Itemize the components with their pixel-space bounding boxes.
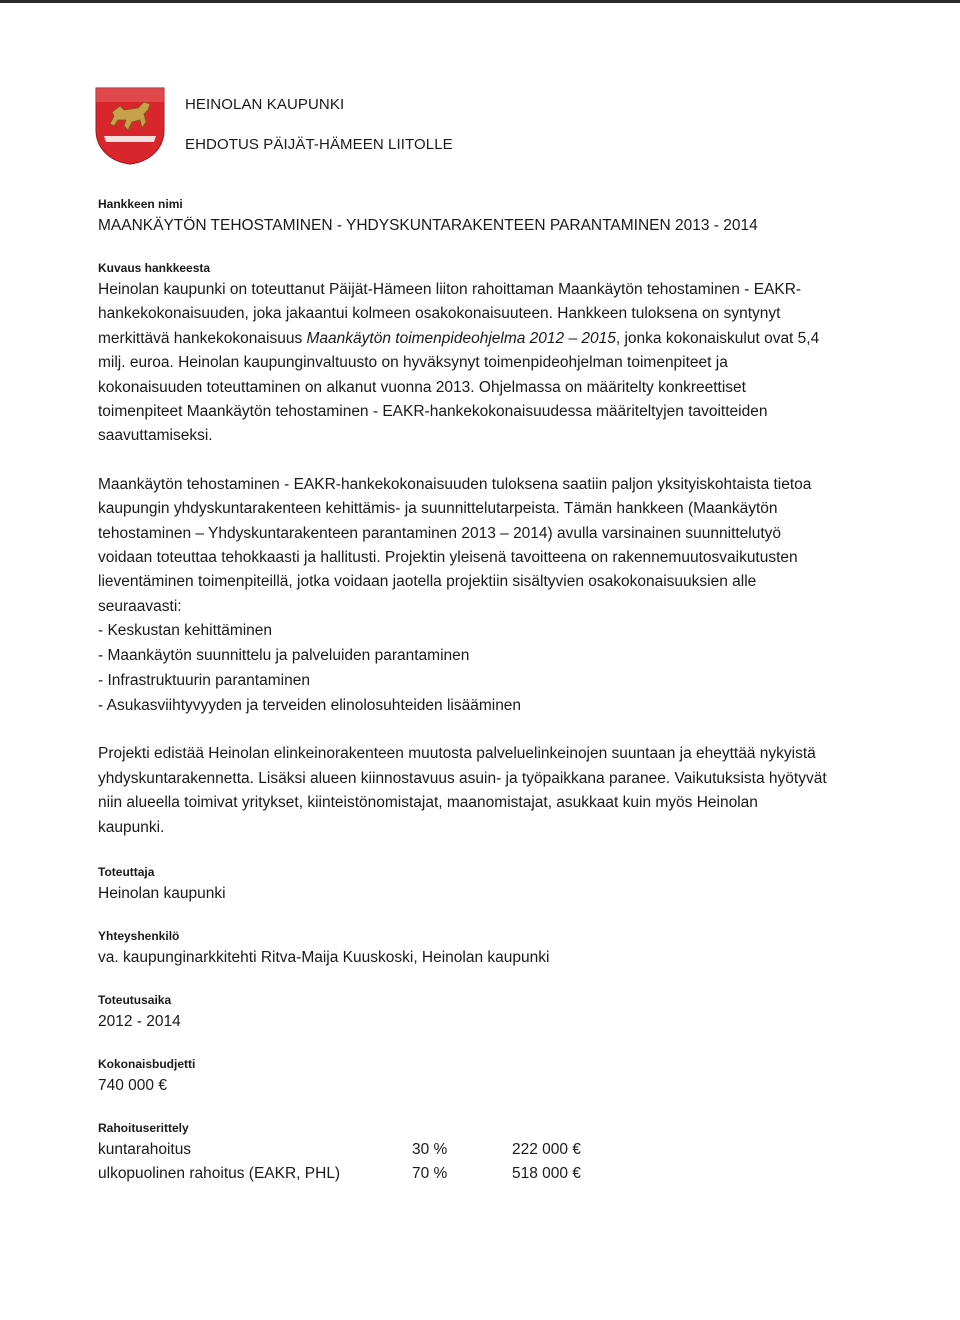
funding-source: ulkopuolinen rahoitus (EAKR, PHL) — [98, 1165, 341, 1183]
table-row — [98, 1162, 828, 1186]
list-item: - Keskustan kehittäminen — [98, 622, 273, 640]
project-name-value: MAANKÄYTÖN TEHOSTAMINEN - YHDYSKUNTARAKENTEEN PARANTAMINEN 2013 - 2014 — [98, 217, 758, 234]
implementer-label: Toteuttaja — [98, 865, 155, 880]
budget-label: Kokonaisbudjetti — [98, 1057, 196, 1072]
list-item: - Infrastruktuurin parantaminen — [98, 671, 310, 689]
description-paragraph-3: Projekti edistää Heinolan elinkeinorakenteen muutosta palveluelinkeinojen suuntaan ja eheyttää nykyistä yhdyskuntarakennetta. Lisäksi alueen kiinnostavuus asuin- ja työpaikkana paranee. Vaikutuksista hyötyvät niin alueella toimivat yritykset, kiinteistönomistajat, maanomistajat, asukkaat kuin myös Heinolan kaupunki. — [98, 745, 827, 836]
program-title-italic: Maankäytön toimenpideohjelma 2012 – 2015 — [306, 329, 616, 347]
funding-label: Rahoituserittely — [98, 1121, 189, 1136]
list-item: - Asukasviihtyvyyden ja terveiden elinolosuhteiden lisääminen — [98, 696, 522, 714]
funding-share: 30 % — [412, 1141, 448, 1159]
funding-amount: 222 000 € — [512, 1141, 581, 1159]
document-subtitle: EHDOTUS PÄIJÄT-HÄMEEN LIITOLLE — [185, 136, 453, 153]
list-item: - Maankäytön suunnittelu ja palveluiden parantaminen — [98, 647, 470, 665]
description-paragraph-1 — [98, 278, 828, 449]
description-label: Kuvaus hankkeesta — [98, 261, 211, 275]
contact-label: Yhteyshenkilö — [98, 929, 180, 944]
table-row — [98, 1138, 828, 1162]
project-name-label: Hankkeen nimi — [98, 197, 183, 211]
description-paragraph-2: Maankäytön tehostaminen - EAKR-hankekokonaisuuden tuloksena saatiin paljon yksityiskohtaista tietoa kaupungin yhdyskuntarakenteen kehittämis- ja suunnittelutarpeista. Tämän hankkeen (Maankäytön tehostaminen – Yhdyskuntarakenteen parantaminen 2013 – 2014) avulla varsinainen suunnittelutyö voidaan toteuttaa tehokkaasti ja hallitusti. Projektin yleisenä tavoitteena on rakennemuutosvaikutusten lieventäminen toimenpiteillä, jotka voidaan jaotella projektiin sisältyvien osakokonaisuuksien alle seuraavasti: — [98, 475, 812, 615]
funding-share: 70 % — [412, 1165, 448, 1183]
implementer-value: Heinolan kaupunki — [98, 885, 226, 903]
description-text-1a: Heinolan kaupunki on toteuttanut Päijät-Hämeen liiton rahoittaman Maankäytön tehostaminen - EAKR-hankekokonaisuuden, joka jakaantui kolmeen osakokonaisuuteen. Hankkeen tuloksena on syntynyt merkittävä hankekokonaisuus — [98, 281, 802, 347]
funding-table — [98, 1138, 828, 1186]
budget-value: 740 000 € — [98, 1077, 167, 1095]
heinola-coat-of-arms-icon — [94, 86, 166, 166]
scan-top-edge — [0, 0, 960, 3]
document-body — [98, 196, 828, 1186]
funding-amount: 518 000 € — [512, 1165, 581, 1183]
organization-name: HEINOLAN KAUPUNKI — [185, 96, 345, 113]
timeline-label: Toteutusaika — [98, 993, 172, 1008]
contact-value: va. kaupunginarkkitehti Ritva-Maija Kuuskoski, Heinolan kaupunki — [98, 949, 550, 967]
objectives-list — [98, 619, 828, 718]
description-text-1b: , jonka kokonaiskulut ovat 5,4 milj. euroa. Heinolan kaupunginvaltuusto on hyväksynyt toimenpideohjelman toimenpiteet ja kokonaisuuden toteuttaminen on alkanut vuonna 2013. Ohjelmassa on määritelty konkreettiset toimenpiteet Maankäytön tehostaminen - EAKR-hankekokonaisuudessa määriteltyjen tavoitteiden saavuttamiseksi. — [98, 329, 820, 445]
timeline-value: 2012 - 2014 — [98, 1013, 181, 1031]
funding-source: kuntarahoitus — [98, 1141, 192, 1159]
